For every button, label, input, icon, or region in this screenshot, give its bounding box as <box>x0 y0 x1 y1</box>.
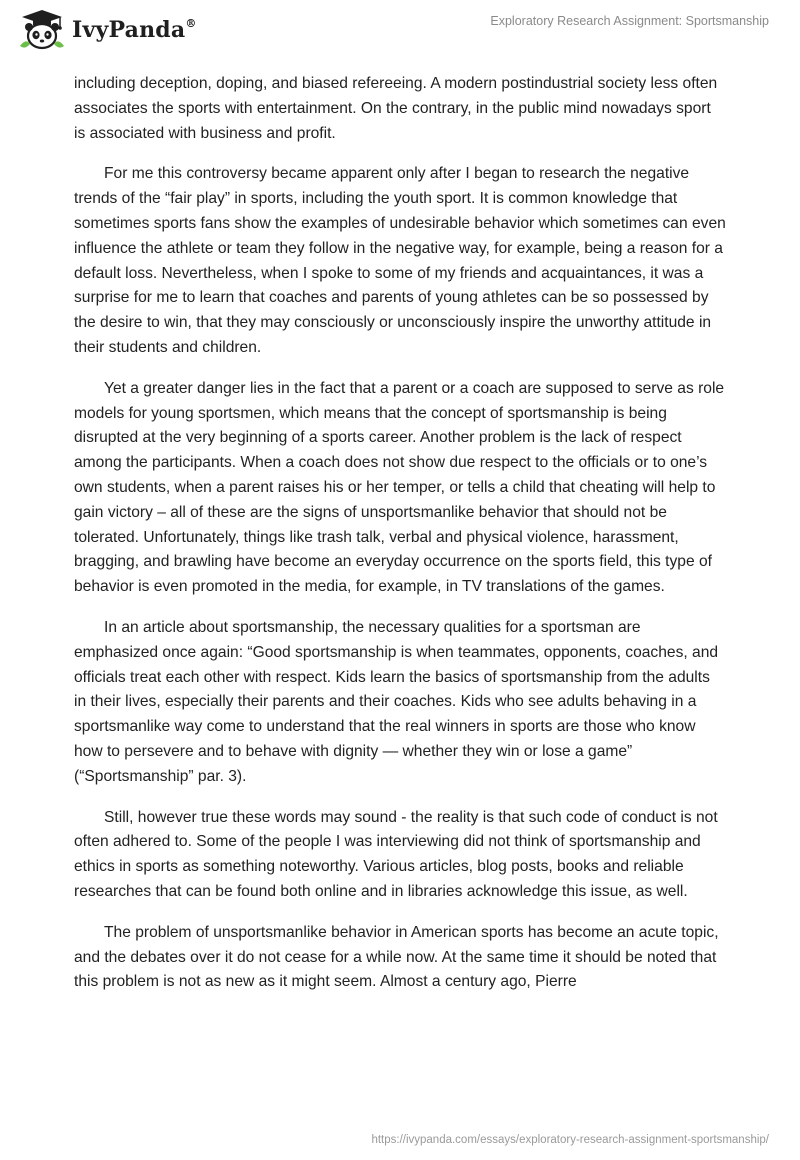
page-header <box>0 0 800 62</box>
brand-name: IvyPanda® <box>72 16 197 43</box>
paragraph: The problem of unsportsmanlike behavior in American sports has become an acute topic, and the debates over it do not cease for a while now. At the same time it should be noted that this problem is not as new as it might seem. Almost a century ago, Pierre <box>74 923 719 991</box>
paragraph: including deception, doping, and biased refereeing. A modern postindustrial society less often associates the sports with entertainment. On the contrary, in the public mind nowadays sport is associated with business and profit. <box>74 75 718 142</box>
paragraph: In an article about sportsmanship, the necessary qualities for a sportsman are emphasized once again: “Good sportsmanship is when teammates, opponents, coaches, and officials treat each other with respect. Kids learn the basics of sportsmanship from the adults in their lives, especially their parents and their coaches. Kids who see adults behaving in a sportsmanlike way come to understand that the real winners in sports are those who know how to persevere and to behave with dignity — whether they win or lose a game” (“Sportsmanship” par. 3). <box>74 618 719 785</box>
document-title: Exploratory Research Assignment: Sportsmanship <box>490 14 769 28</box>
paragraph: Yet a greater danger lies in the fact that a parent or a coach are supposed to serve as role models for young sportsmen, which means that the concept of sportsmanship is being disrupted at the very beginning of a sports career. Another problem is the lack of respect among the participants. When a coach does not show due respect to the officials or to one’s own students, when a parent raises his or her temper, or tells a child that cheating will help to gain victory – all of these are the signs of unsportsmanlike behavior that should not be tolerated. Unfortunately, things like trash talk, verbal and physical violence, harassment, bragging, and brawling have become an everyday occurrence on the sports field, this type of behavior is even promoted in the media, for example, in TV translations of the games. <box>74 379 725 596</box>
source-url[interactable]: https://ivypanda.com/essays/exploratory-research-assignment-sportsmanship/ <box>371 1134 769 1146</box>
essay-body <box>74 72 726 1011</box>
paragraph: Still, however true these words may sound - the reality is that such code of conduct is not often adhered to. Some of the people I was interviewing did not think of sportsmanship and ethics in sports as something noteworthy. Various articles, blog posts, books and reliable researches that can be found both online and in libraries acknowledge this issue, as well. <box>74 808 718 900</box>
panda-graduate-icon <box>16 8 68 52</box>
paragraph: For me this controversy became apparent only after I began to research the negative trends of the “fair play” in sports, including the youth sport. It is common knowledge that sometimes sports fans show the examples of undesirable behavior which sometimes can even influence the athlete or team they follow in the negative way, for example, being a reason for a default loss. Nevertheless, when I spoke to some of my friends and acquaintances, it was a surprise for me to learn that coaches and parents of young athletes can be so possessed by the desire to win, that they may consciously or unconsciously inspire the unworthy attitude in their students and children. <box>74 165 726 356</box>
ivypanda-logo[interactable] <box>16 8 197 52</box>
